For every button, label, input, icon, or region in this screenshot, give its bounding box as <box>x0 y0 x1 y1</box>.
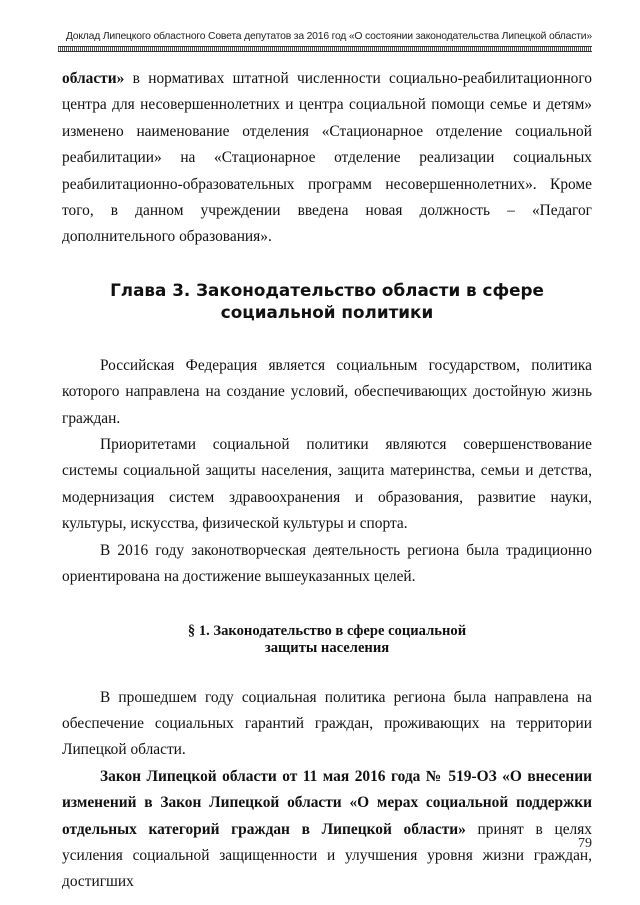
intro-text: в нормативах штатной численности социально-реабилитационного центра для несовершеннолетних и центра социальной помощи семье и детям» изменено наименование отделения «Стационарное отделение социальной реабилитации» на «Стационарное отделение реализации социальных реабилитационно-образовательных программ несовершеннолетних». Кроме того, в данном учреждении введена новая должность – «Педагог дополнительного образования». <box>62 70 592 246</box>
chapter-title <box>62 279 592 323</box>
running-header: Доклад Липецкого областного Совета депутатов за 2016 год «О состоянии законодательства Липецкой области» <box>65 31 592 42</box>
intro-bold-lead: области» <box>62 70 125 87</box>
section-paragraph-1: В прошедшем году социальная политика региона была направлена на обеспечение социальных гарантий граждан, проживающих на территории Липецкой области. <box>62 688 592 759</box>
page-content <box>62 66 592 896</box>
paragraph-1: Российская Федерация является социальным государством, политика которого направлена на создание условий, обеспечивающих достойную жизнь граждан. <box>62 356 592 427</box>
law-paragraph <box>62 764 592 896</box>
section-title-line-1: § 1. Законодательство в сфере социальной <box>187 622 467 639</box>
page-number: 79 <box>578 836 592 851</box>
chapter-title-line-2: социальной политики <box>220 301 434 322</box>
section-title-line-2: защиты населения <box>264 639 390 656</box>
header-rule <box>58 46 592 52</box>
section-title <box>62 623 592 657</box>
paragraph-3: В 2016 году законотворческая деятельность региона была традиционно ориентирована на достижение вышеуказанных целей. <box>62 541 592 586</box>
chapter-title-line-1: Глава 3. Законодательство области в сфере <box>110 279 544 300</box>
law-text: принят в целях усиления социальной защищенности и улучшения уровня жизни граждан, достигших <box>62 820 592 891</box>
law-title: Закон Липецкой области от 11 мая 2016 года № 519-ОЗ «О внесении изменений в Закон Липецкой области «О мерах социальной поддержки отдельных категорий граждан в Липецкой области» <box>62 767 592 838</box>
paragraph-2: Приоритетами социальной политики являются совершенствование системы социальной защиты населения, защита материнства, семьи и детства, модернизация систем здравоохранения и образования, развитие науки, культуры, искусства, физической культуры и спорта. <box>62 436 592 533</box>
intro-paragraph <box>62 66 592 251</box>
